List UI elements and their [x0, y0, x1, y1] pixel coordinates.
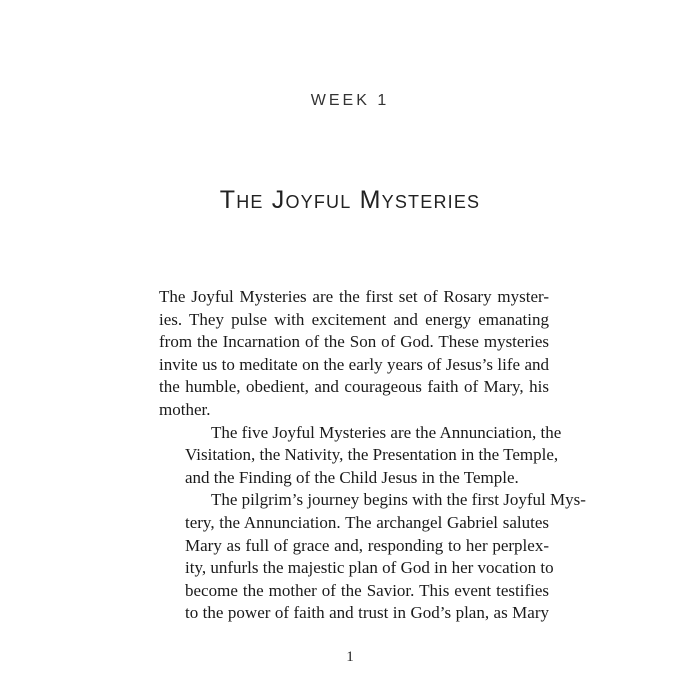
page-number: 1: [346, 649, 354, 665]
week-label: WEEK 1: [310, 92, 390, 109]
text-line: tery, the Annunciation. The archangel Gabriel salutes: [185, 512, 549, 532]
text-line: ies. They pulse with excitement and energy emanating: [159, 309, 549, 329]
text-line: The pilgrim’s journey begins with the first Joyful Mys-: [211, 490, 586, 510]
text-line: become the mother of the Savior. This event testifies: [185, 580, 549, 600]
text-line: Mary as full of grace and, responding to her perplex-: [185, 535, 549, 555]
text-line: The five Joyful Mysteries are the Annunciation, the: [211, 422, 562, 442]
paragraph: [159, 422, 562, 490]
chapter-title: The Joyful Mysteries: [219, 186, 481, 214]
text-line: from the Incarnation of the Son of God. These mysteries: [159, 332, 549, 352]
body-text: [159, 286, 586, 625]
text-line: the humble, obedient, and courageous faith of Mary, his: [159, 377, 549, 397]
text-line: The Joyful Mysteries are the first set of Rosary myster-: [159, 287, 549, 306]
text-line: and the Finding of the Child Jesus in the Temple.: [185, 467, 519, 487]
text-line: invite us to meditate on the early years of Jesus’s life and: [159, 354, 549, 374]
paragraph: [159, 286, 549, 422]
text-line: to the power of faith and trust in God’s plan, as Mary: [185, 603, 549, 623]
text-line: Visitation, the Nativity, the Presentation in the Temple,: [185, 445, 559, 465]
text-line: mother.: [159, 399, 211, 419]
text-line: ity, unfurls the majestic plan of God in her vocation to: [185, 558, 554, 578]
paragraph: [159, 489, 586, 625]
